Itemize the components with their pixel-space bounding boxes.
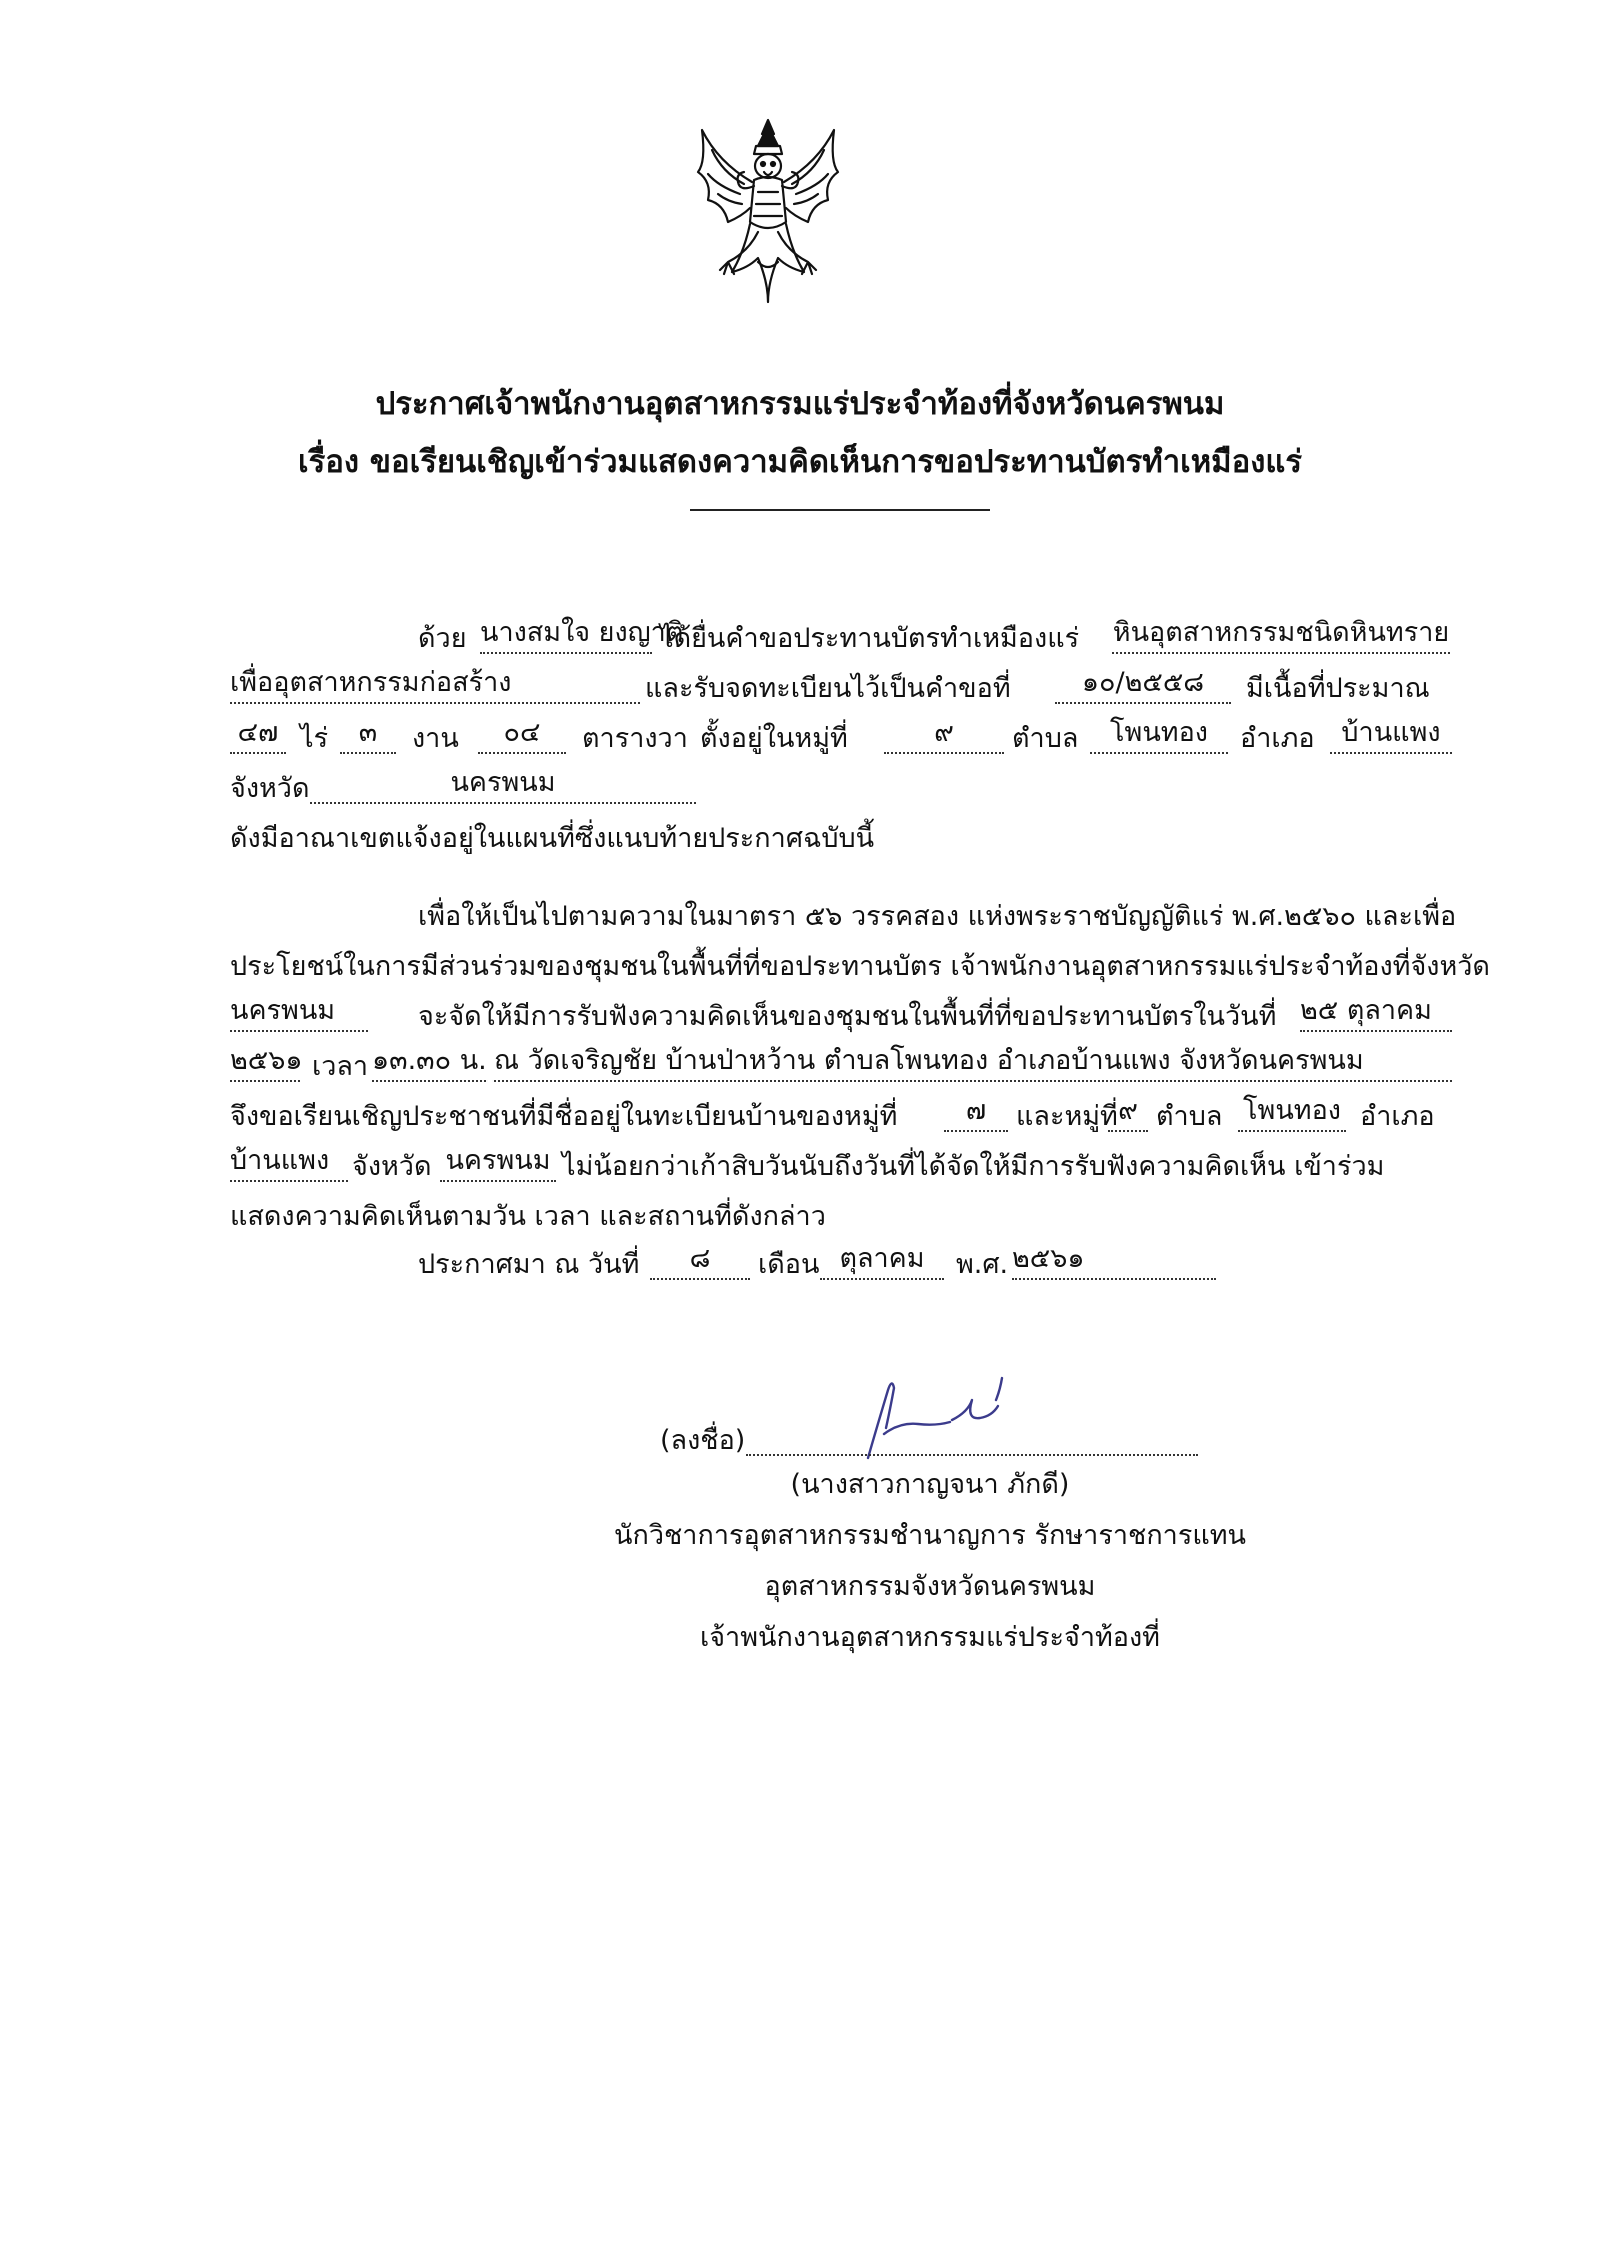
area-rai-field: ๔๗	[230, 710, 286, 754]
tambon-field-2: โพนทอง	[1238, 1088, 1346, 1132]
hearing-place-field: ณ วัดเจริญชัย บ้านป่าหว้าน ตำบลโพนทอง อำเภอบ้านแพง จังหวัดนครพนม	[494, 1038, 1452, 1082]
moo-field: ๙	[884, 710, 1004, 754]
invitation-text: จึงขอเรียนเชิญประชาชนที่มีชื่ออยู่ในทะเบียนบ้านของหมู่ที่	[230, 1101, 898, 1132]
wa-label: ตารางวา	[582, 723, 688, 754]
changwat-field: นครพนม	[310, 760, 696, 804]
announce-day-field: ๘	[650, 1236, 750, 1280]
month-label: เดือน	[758, 1249, 820, 1280]
mineral-type-field: หินอุตสาหกรรมชนิดหินทราย	[1112, 610, 1450, 654]
para1-mid-text: ได้ยื่นคำขอประทานบัตรทำเหมืองแร่	[660, 623, 1080, 654]
signer-name: (นางสาวกาญจนา ภักดี)	[790, 1469, 1070, 1500]
changwat-label-2: จังหวัด	[352, 1151, 432, 1182]
applicant-name-field: นางสมใจ ยงญาติ	[480, 610, 652, 654]
signature-field	[746, 1412, 1198, 1456]
request-number-field: ๑๐/๒๕๕๘	[1055, 660, 1231, 704]
closing-text: แสดงความคิดเห็นตามวัน เวลา และสถานที่ดังกล่าว	[230, 1201, 826, 1232]
announce-year-field: ๒๕๖๑	[1012, 1236, 1216, 1280]
para1-prefix: ด้วย	[418, 623, 467, 654]
sign-label: (ลงชื่อ)	[660, 1425, 746, 1456]
area-wa-field: ๐๔	[478, 710, 566, 754]
and-moo-label: และหมู่ที่	[1016, 1101, 1118, 1132]
map-notice-text: ดังมีอาณาเขตแจ้งอยู่ในแผนที่ซึ่งแนบท้ายประกาศฉบับนี้	[230, 823, 875, 854]
amphoe-field: บ้านแพง	[1330, 710, 1452, 754]
deadline-text: ไม่น้อยกว่าเก้าสิบวันนับถึงวันที่ได้จัดให้มีการรับฟังความคิดเห็น เข้าร่วม	[562, 1151, 1385, 1182]
announce-month-field: ตุลาคม	[820, 1236, 944, 1280]
hearing-time-field: ๑๓.๓๐ น.	[372, 1038, 486, 1082]
purpose-field: เพื่ออุตสาหกรรมก่อสร้าง	[230, 660, 640, 704]
hearing-date-field: ๒๕ ตุลาคม	[1300, 988, 1452, 1032]
area-ngan-field: ๓	[340, 710, 396, 754]
time-label: เวลา	[312, 1051, 369, 1082]
amphoe-label-2: อำเภอ	[1360, 1101, 1435, 1132]
registration-text: และรับจดทะเบียนไว้เป็นคำขอที่	[645, 673, 1011, 704]
signer-position: นักวิชาการอุตสาหกรรมชำนาญการ รักษาราชการแทน	[614, 1520, 1246, 1551]
hearing-year-field: ๒๕๖๑	[230, 1038, 300, 1082]
para2-purpose-text: ประโยชน์ในการมีส่วนร่วมของชุมชนในพื้นที่ที่ขอประทานบัตร เจ้าพนักงานอุตสาหกรรมแร่ประจำท้องที่จังหวัด	[230, 951, 1490, 982]
tambon-label: ตำบล	[1012, 723, 1079, 754]
amphoe-field-2: บ้านแพง	[230, 1138, 348, 1182]
announcement-subject: เรื่อง ขอเรียนเชิญเข้าร่วมแสดงความคิดเห็นการขอประทานบัตรทำเหมืองแร่	[298, 444, 1302, 480]
area-label: มีเนื้อที่ประมาณ	[1246, 673, 1430, 704]
tambon-label-2: ตำบล	[1156, 1101, 1223, 1132]
garuda-emblem-icon	[688, 112, 848, 312]
changwat-label: จังหวัด	[230, 773, 310, 804]
moo-a-field: ๗	[944, 1088, 1008, 1132]
title-divider	[690, 509, 990, 511]
year-label: พ.ศ.	[956, 1249, 1009, 1280]
rai-label: ไร่	[300, 723, 329, 754]
tambon-field: โพนทอง	[1090, 710, 1228, 754]
signer-office: อุตสาหกรรมจังหวัดนครพนม	[764, 1571, 1096, 1602]
ngan-label: งาน	[412, 723, 459, 754]
moo-b-field: ๙	[1108, 1088, 1148, 1132]
announce-label: ประกาศมา ณ วันที่	[418, 1249, 640, 1280]
amphoe-label: อำเภอ	[1240, 723, 1315, 754]
changwat-field-2: นครพนม	[440, 1138, 556, 1182]
announcement-title: ประกาศเจ้าพนักงานอุตสาหกรรมแร่ประจำท้องที่จังหวัดนครพนม	[375, 386, 1225, 422]
para2-legal-basis: เพื่อให้เป็นไปตามความในมาตรา ๕๖ วรรคสอง แห่งพระราชบัญญัติแร่ พ.ศ.๒๕๖๐ และเพื่อ	[418, 901, 1457, 932]
hearing-text: จะจัดให้มีการรับฟังความคิดเห็นของชุมชนในพื้นที่ที่ขอประทานบัตรในวันที่	[418, 1001, 1277, 1032]
moo-label: ตั้งอยู่ในหมู่ที่	[700, 723, 848, 754]
signer-role: เจ้าพนักงานอุตสาหกรรมแร่ประจำท้องที่	[700, 1622, 1160, 1653]
province-field: นครพนม	[230, 988, 368, 1032]
